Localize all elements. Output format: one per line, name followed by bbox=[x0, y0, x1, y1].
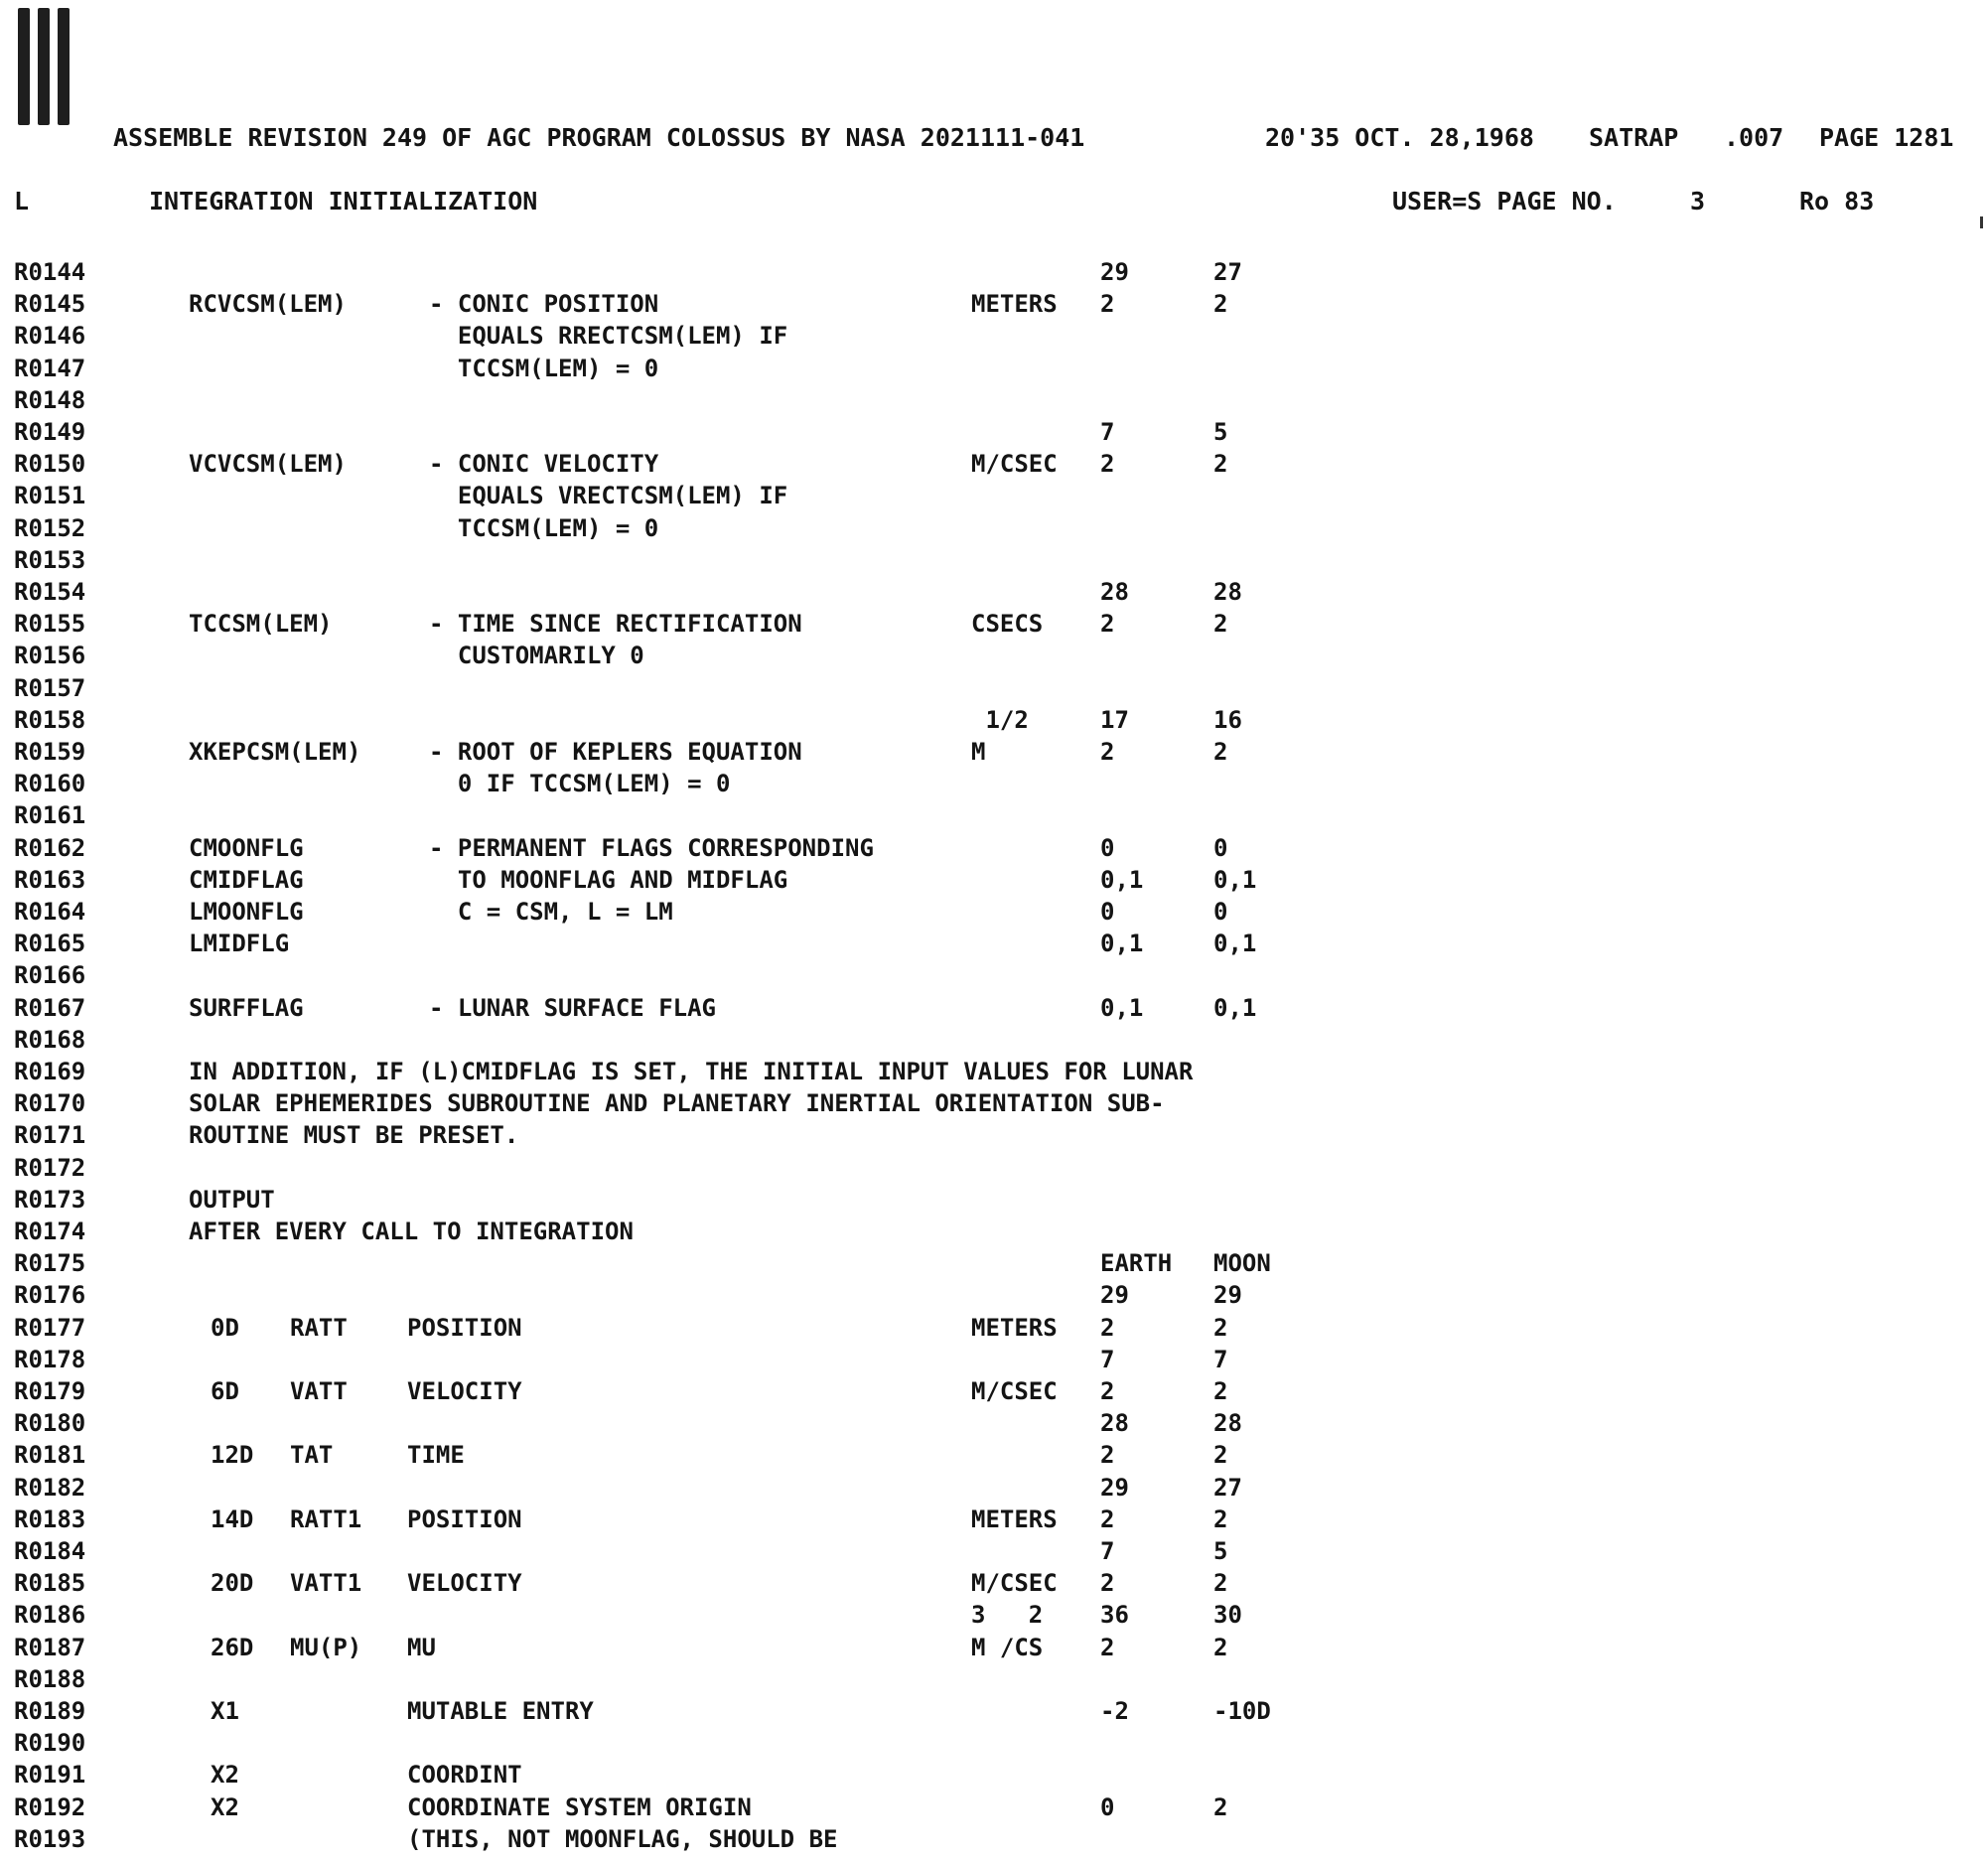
symbol-description: TCCSM(LEM) = 0 bbox=[429, 355, 659, 382]
assembly-page: PAGE 1281 bbox=[1819, 123, 1954, 152]
earth-scale: 0,1 bbox=[1100, 994, 1144, 1022]
line-number: R0193 bbox=[14, 1825, 86, 1853]
moon-scale: 2 bbox=[1213, 290, 1228, 318]
listing-line bbox=[0, 1312, 1988, 1344]
output-address: X1 bbox=[211, 1697, 239, 1725]
listing-line bbox=[0, 256, 1988, 288]
symbol-description: TCCSM(LEM) = 0 bbox=[429, 514, 659, 542]
symbol-name: LMOONFLG bbox=[189, 898, 304, 926]
symbol-description: CUSTOMARILY 0 bbox=[429, 642, 644, 669]
moon-scale: 27 bbox=[1213, 1474, 1242, 1502]
units: M/CSEC bbox=[971, 450, 1058, 478]
paragraph-text: ROUTINE MUST BE PRESET. bbox=[189, 1121, 519, 1149]
listing-line bbox=[0, 288, 1988, 320]
moon-scale: 28 bbox=[1213, 578, 1242, 606]
line-number: R0160 bbox=[14, 770, 86, 797]
listing-line bbox=[0, 1759, 1988, 1790]
listing-line bbox=[0, 1184, 1988, 1216]
line-number: R0187 bbox=[14, 1634, 86, 1661]
moon-scale: 2 bbox=[1213, 1793, 1228, 1821]
line-number: R0155 bbox=[14, 610, 86, 638]
moon-scale: 2 bbox=[1213, 1634, 1228, 1661]
moon-scale: 2 bbox=[1213, 1505, 1228, 1533]
listing-line bbox=[0, 1695, 1988, 1727]
line-number: R0185 bbox=[14, 1569, 86, 1597]
listing-line bbox=[0, 928, 1988, 959]
output-address: 20D bbox=[211, 1569, 254, 1597]
line-number: R0186 bbox=[14, 1601, 86, 1629]
moon-scale: 0,1 bbox=[1213, 930, 1257, 957]
units: METERS bbox=[971, 290, 1058, 318]
paragraph-text: SOLAR EPHEMERIDES SUBROUTINE AND PLANETARY INERTIAL ORIENTATION SUB- bbox=[189, 1089, 1165, 1117]
moon-scale: -10D bbox=[1213, 1697, 1271, 1725]
output-name: RATT1 bbox=[290, 1505, 362, 1533]
listing-line bbox=[0, 799, 1988, 831]
line-number: R0188 bbox=[14, 1665, 86, 1693]
symbol-description: EQUALS VRECTCSM(LEM) IF bbox=[429, 482, 788, 509]
line-number: R0176 bbox=[14, 1281, 86, 1309]
symbol-description: C = CSM, L = LM bbox=[429, 898, 673, 926]
earth-scale: 0,1 bbox=[1100, 930, 1144, 957]
moon-scale: 0 bbox=[1213, 834, 1228, 862]
listing-line bbox=[0, 1599, 1988, 1631]
output-description: COORDINT bbox=[407, 1761, 522, 1789]
listing-line bbox=[0, 1663, 1988, 1695]
line-number: R0150 bbox=[14, 450, 86, 478]
line-number: R0152 bbox=[14, 514, 86, 542]
line-number: R0153 bbox=[14, 546, 86, 574]
line-number: R0154 bbox=[14, 578, 86, 606]
units: METERS bbox=[971, 1505, 1058, 1533]
listing-line bbox=[0, 416, 1988, 448]
listing-line bbox=[0, 736, 1988, 768]
line-number: R0168 bbox=[14, 1026, 86, 1054]
listing-line bbox=[0, 1791, 1988, 1823]
moon-scale: 2 bbox=[1213, 738, 1228, 766]
symbol-description: - TIME SINCE RECTIFICATION bbox=[429, 610, 802, 638]
listing-line bbox=[0, 353, 1988, 384]
moon-scale: 2 bbox=[1213, 1441, 1228, 1469]
earth-scale: 2 bbox=[1100, 738, 1115, 766]
output-name: MU(P) bbox=[290, 1634, 362, 1661]
listing-header bbox=[0, 123, 1988, 163]
listing-type: L bbox=[14, 187, 30, 215]
earth-scale: 29 bbox=[1100, 1474, 1129, 1502]
listing-line bbox=[0, 959, 1988, 991]
moon-scale: 27 bbox=[1213, 258, 1242, 286]
listing-line bbox=[0, 1504, 1988, 1535]
earth-scale: 7 bbox=[1100, 1346, 1115, 1373]
line-number: R0144 bbox=[14, 258, 86, 286]
symbol-name: XKEPCSM(LEM) bbox=[189, 738, 361, 766]
moon-scale: 2 bbox=[1213, 1314, 1228, 1342]
line-number: R0190 bbox=[14, 1729, 86, 1757]
earth-scale: 2 bbox=[1100, 1569, 1115, 1597]
output-address: X2 bbox=[211, 1761, 239, 1789]
listing-line bbox=[0, 1152, 1988, 1184]
earth-scale: 2 bbox=[1100, 1441, 1115, 1469]
line-number: R0170 bbox=[14, 1089, 86, 1117]
assembly-timestamp: 20'35 OCT. 28,1968 bbox=[1265, 123, 1534, 152]
earth-scale: 2 bbox=[1100, 450, 1115, 478]
line-number: R0156 bbox=[14, 642, 86, 669]
earth-scale: EARTH bbox=[1100, 1249, 1173, 1277]
listing-line bbox=[0, 1375, 1988, 1407]
line-number: R0180 bbox=[14, 1409, 86, 1437]
paragraph-text: IN ADDITION, IF (L)CMIDFLAG IS SET, THE INITIAL INPUT VALUES FOR LUNAR bbox=[189, 1058, 1194, 1085]
line-number: R0165 bbox=[14, 930, 86, 957]
assembly-title: ASSEMBLE REVISION 249 OF AGC PROGRAM COLOSSUS BY NASA 2021111-041 bbox=[113, 123, 1085, 152]
symbol-name: CMOONFLG bbox=[189, 834, 304, 862]
listing-line bbox=[0, 1119, 1988, 1151]
listing-line bbox=[0, 1216, 1988, 1247]
symbol-description: - CONIC VELOCITY bbox=[429, 450, 659, 478]
line-number: R0159 bbox=[14, 738, 86, 766]
output-name: TAT bbox=[290, 1441, 334, 1469]
output-name: VATT bbox=[290, 1377, 348, 1405]
paragraph-text: AFTER EVERY CALL TO INTEGRATION bbox=[189, 1217, 634, 1245]
section-title: INTEGRATION INITIALIZATION bbox=[149, 187, 538, 215]
line-number: R0191 bbox=[14, 1761, 86, 1789]
moon-scale: 29 bbox=[1213, 1281, 1242, 1309]
line-number: R0166 bbox=[14, 961, 86, 989]
paragraph-text: OUTPUT bbox=[189, 1186, 275, 1214]
earth-scale: 17 bbox=[1100, 706, 1129, 734]
line-number: R0167 bbox=[14, 994, 86, 1022]
listing-line bbox=[0, 1247, 1988, 1279]
symbol-name: LMIDFLG bbox=[189, 930, 290, 957]
user-page-label: USER=S PAGE NO. bbox=[1392, 187, 1617, 215]
moon-scale: 7 bbox=[1213, 1346, 1228, 1373]
listing-line bbox=[0, 608, 1988, 640]
earth-scale: 2 bbox=[1100, 1314, 1115, 1342]
output-address: 26D bbox=[211, 1634, 254, 1661]
line-number: R0181 bbox=[14, 1441, 86, 1469]
line-number: R0174 bbox=[14, 1217, 86, 1245]
output-address: 12D bbox=[211, 1441, 254, 1469]
units: 3 2 bbox=[971, 1601, 1044, 1629]
symbol-description: - CONIC POSITION bbox=[429, 290, 659, 318]
line-number: R0161 bbox=[14, 801, 86, 829]
units: M/CSEC bbox=[971, 1377, 1058, 1405]
listing-line bbox=[0, 864, 1988, 896]
output-description: VELOCITY bbox=[407, 1377, 522, 1405]
output-address: X2 bbox=[211, 1793, 239, 1821]
assembly-version: .007 bbox=[1724, 123, 1784, 152]
listing-line bbox=[0, 1567, 1988, 1599]
listing-line bbox=[0, 640, 1988, 671]
units: CSECS bbox=[971, 610, 1044, 638]
line-number: R0158 bbox=[14, 706, 86, 734]
symbol-description: - PERMANENT FLAGS CORRESPONDING bbox=[429, 834, 874, 862]
units: METERS bbox=[971, 1314, 1058, 1342]
output-name: RATT bbox=[290, 1314, 348, 1342]
line-number: R0173 bbox=[14, 1186, 86, 1214]
listing-line bbox=[0, 1535, 1988, 1567]
moon-scale: 2 bbox=[1213, 1377, 1228, 1405]
binder-marks bbox=[18, 8, 77, 135]
listing-line bbox=[0, 1087, 1988, 1119]
earth-scale: 2 bbox=[1100, 1377, 1115, 1405]
earth-scale: 28 bbox=[1100, 1409, 1129, 1437]
output-description: TIME bbox=[407, 1441, 465, 1469]
assembly-user: SATRAP bbox=[1589, 123, 1679, 152]
earth-scale: 7 bbox=[1100, 418, 1115, 446]
listing-line bbox=[0, 1632, 1988, 1663]
earth-scale: 7 bbox=[1100, 1537, 1115, 1565]
symbol-name: TCCSM(LEM) bbox=[189, 610, 333, 638]
moon-scale: 2 bbox=[1213, 1569, 1228, 1597]
symbol-name: VCVCSM(LEM) bbox=[189, 450, 347, 478]
listing-line bbox=[0, 768, 1988, 799]
output-description: (THIS, NOT MOONFLAG, SHOULD BE bbox=[407, 1825, 838, 1853]
line-number: R0162 bbox=[14, 834, 86, 862]
listing-line bbox=[0, 1472, 1988, 1504]
listing-line bbox=[0, 1056, 1988, 1087]
listing-line bbox=[0, 512, 1988, 544]
output-name: VATT1 bbox=[290, 1569, 362, 1597]
listing-line bbox=[0, 1407, 1988, 1439]
earth-scale: -2 bbox=[1100, 1697, 1129, 1725]
output-address: 14D bbox=[211, 1505, 254, 1533]
moon-scale: 2 bbox=[1213, 610, 1228, 638]
moon-scale: 5 bbox=[1213, 418, 1228, 446]
section-header bbox=[0, 187, 1988, 226]
line-number: R0148 bbox=[14, 386, 86, 414]
moon-scale: MOON bbox=[1213, 1249, 1271, 1277]
listing-line bbox=[0, 992, 1988, 1024]
moon-scale: 0 bbox=[1213, 898, 1228, 926]
line-number: R0184 bbox=[14, 1537, 86, 1565]
line-number: R0189 bbox=[14, 1697, 86, 1725]
earth-scale: 0,1 bbox=[1100, 866, 1144, 894]
page-reference: Ro 83 bbox=[1799, 187, 1875, 215]
moon-scale: 28 bbox=[1213, 1409, 1242, 1437]
units: M bbox=[971, 738, 986, 766]
symbol-description: 0 IF TCCSM(LEM) = 0 bbox=[429, 770, 731, 797]
symbol-name: SURFFLAG bbox=[189, 994, 304, 1022]
output-description: COORDINATE SYSTEM ORIGIN bbox=[407, 1793, 752, 1821]
user-page-number: 3 bbox=[1690, 187, 1706, 215]
moon-scale: 16 bbox=[1213, 706, 1242, 734]
listing-line bbox=[0, 896, 1988, 928]
symbol-description: TO MOONFLAG AND MIDFLAG bbox=[429, 866, 788, 894]
earth-scale: 0 bbox=[1100, 898, 1115, 926]
earth-scale: 2 bbox=[1100, 1505, 1115, 1533]
line-number: R0178 bbox=[14, 1346, 86, 1373]
earth-scale: 2 bbox=[1100, 610, 1115, 638]
output-description: POSITION bbox=[407, 1505, 522, 1533]
output-description: MU bbox=[407, 1634, 436, 1661]
line-number: R0175 bbox=[14, 1249, 86, 1277]
listing-line bbox=[0, 1344, 1988, 1375]
units: M /CS bbox=[971, 1634, 1044, 1661]
earth-scale: 28 bbox=[1100, 578, 1129, 606]
symbol-name: RCVCSM(LEM) bbox=[189, 290, 347, 318]
listing-line bbox=[0, 480, 1988, 511]
listing-line bbox=[0, 1823, 1988, 1855]
symbol-description: - LUNAR SURFACE FLAG bbox=[429, 994, 716, 1022]
line-number: R0163 bbox=[14, 866, 86, 894]
output-description: POSITION bbox=[407, 1314, 522, 1342]
units: M/CSEC bbox=[971, 1569, 1058, 1597]
line-number: R0149 bbox=[14, 418, 86, 446]
moon-scale: 0,1 bbox=[1213, 866, 1257, 894]
output-description: VELOCITY bbox=[407, 1569, 522, 1597]
line-number: R0171 bbox=[14, 1121, 86, 1149]
output-address: 6D bbox=[211, 1377, 239, 1405]
earth-scale: 0 bbox=[1100, 1793, 1115, 1821]
moon-scale: 0,1 bbox=[1213, 994, 1257, 1022]
listing-line bbox=[0, 832, 1988, 864]
moon-scale: 30 bbox=[1213, 1601, 1242, 1629]
line-number: R0179 bbox=[14, 1377, 86, 1405]
symbol-description: EQUALS RRECTCSM(LEM) IF bbox=[429, 322, 788, 350]
listing-line bbox=[0, 544, 1988, 576]
line-number: R0172 bbox=[14, 1154, 86, 1182]
listing-line bbox=[0, 384, 1988, 416]
line-number: R0147 bbox=[14, 355, 86, 382]
listing-line bbox=[0, 320, 1988, 352]
earth-scale: 29 bbox=[1100, 258, 1129, 286]
listing-line bbox=[0, 704, 1988, 736]
output-description: MUTABLE ENTRY bbox=[407, 1697, 594, 1725]
listing-line bbox=[0, 576, 1988, 608]
line-number: R0192 bbox=[14, 1793, 86, 1821]
line-number: R0182 bbox=[14, 1474, 86, 1502]
line-number: R0169 bbox=[14, 1058, 86, 1085]
earth-scale: 29 bbox=[1100, 1281, 1129, 1309]
line-number: R0157 bbox=[14, 674, 86, 702]
listing-line bbox=[0, 672, 1988, 704]
symbol-name: CMIDFLAG bbox=[189, 866, 304, 894]
symbol-description: - ROOT OF KEPLERS EQUATION bbox=[429, 738, 802, 766]
earth-scale: 0 bbox=[1100, 834, 1115, 862]
line-number: R0183 bbox=[14, 1505, 86, 1533]
listing-line bbox=[0, 1727, 1988, 1759]
line-number: R0151 bbox=[14, 482, 86, 509]
earth-scale: 2 bbox=[1100, 290, 1115, 318]
listing-line bbox=[0, 1024, 1988, 1056]
units: 1/2 bbox=[971, 706, 1029, 734]
line-number: R0146 bbox=[14, 322, 86, 350]
line-number: R0145 bbox=[14, 290, 86, 318]
listing-line bbox=[0, 1279, 1988, 1311]
moon-scale: 2 bbox=[1213, 450, 1228, 478]
line-number: R0177 bbox=[14, 1314, 86, 1342]
listing-line bbox=[0, 448, 1988, 480]
line-number: R0164 bbox=[14, 898, 86, 926]
listing-line bbox=[0, 1439, 1988, 1471]
output-address: 0D bbox=[211, 1314, 239, 1342]
moon-scale: 5 bbox=[1213, 1537, 1228, 1565]
earth-scale: 2 bbox=[1100, 1634, 1115, 1661]
earth-scale: 36 bbox=[1100, 1601, 1129, 1629]
